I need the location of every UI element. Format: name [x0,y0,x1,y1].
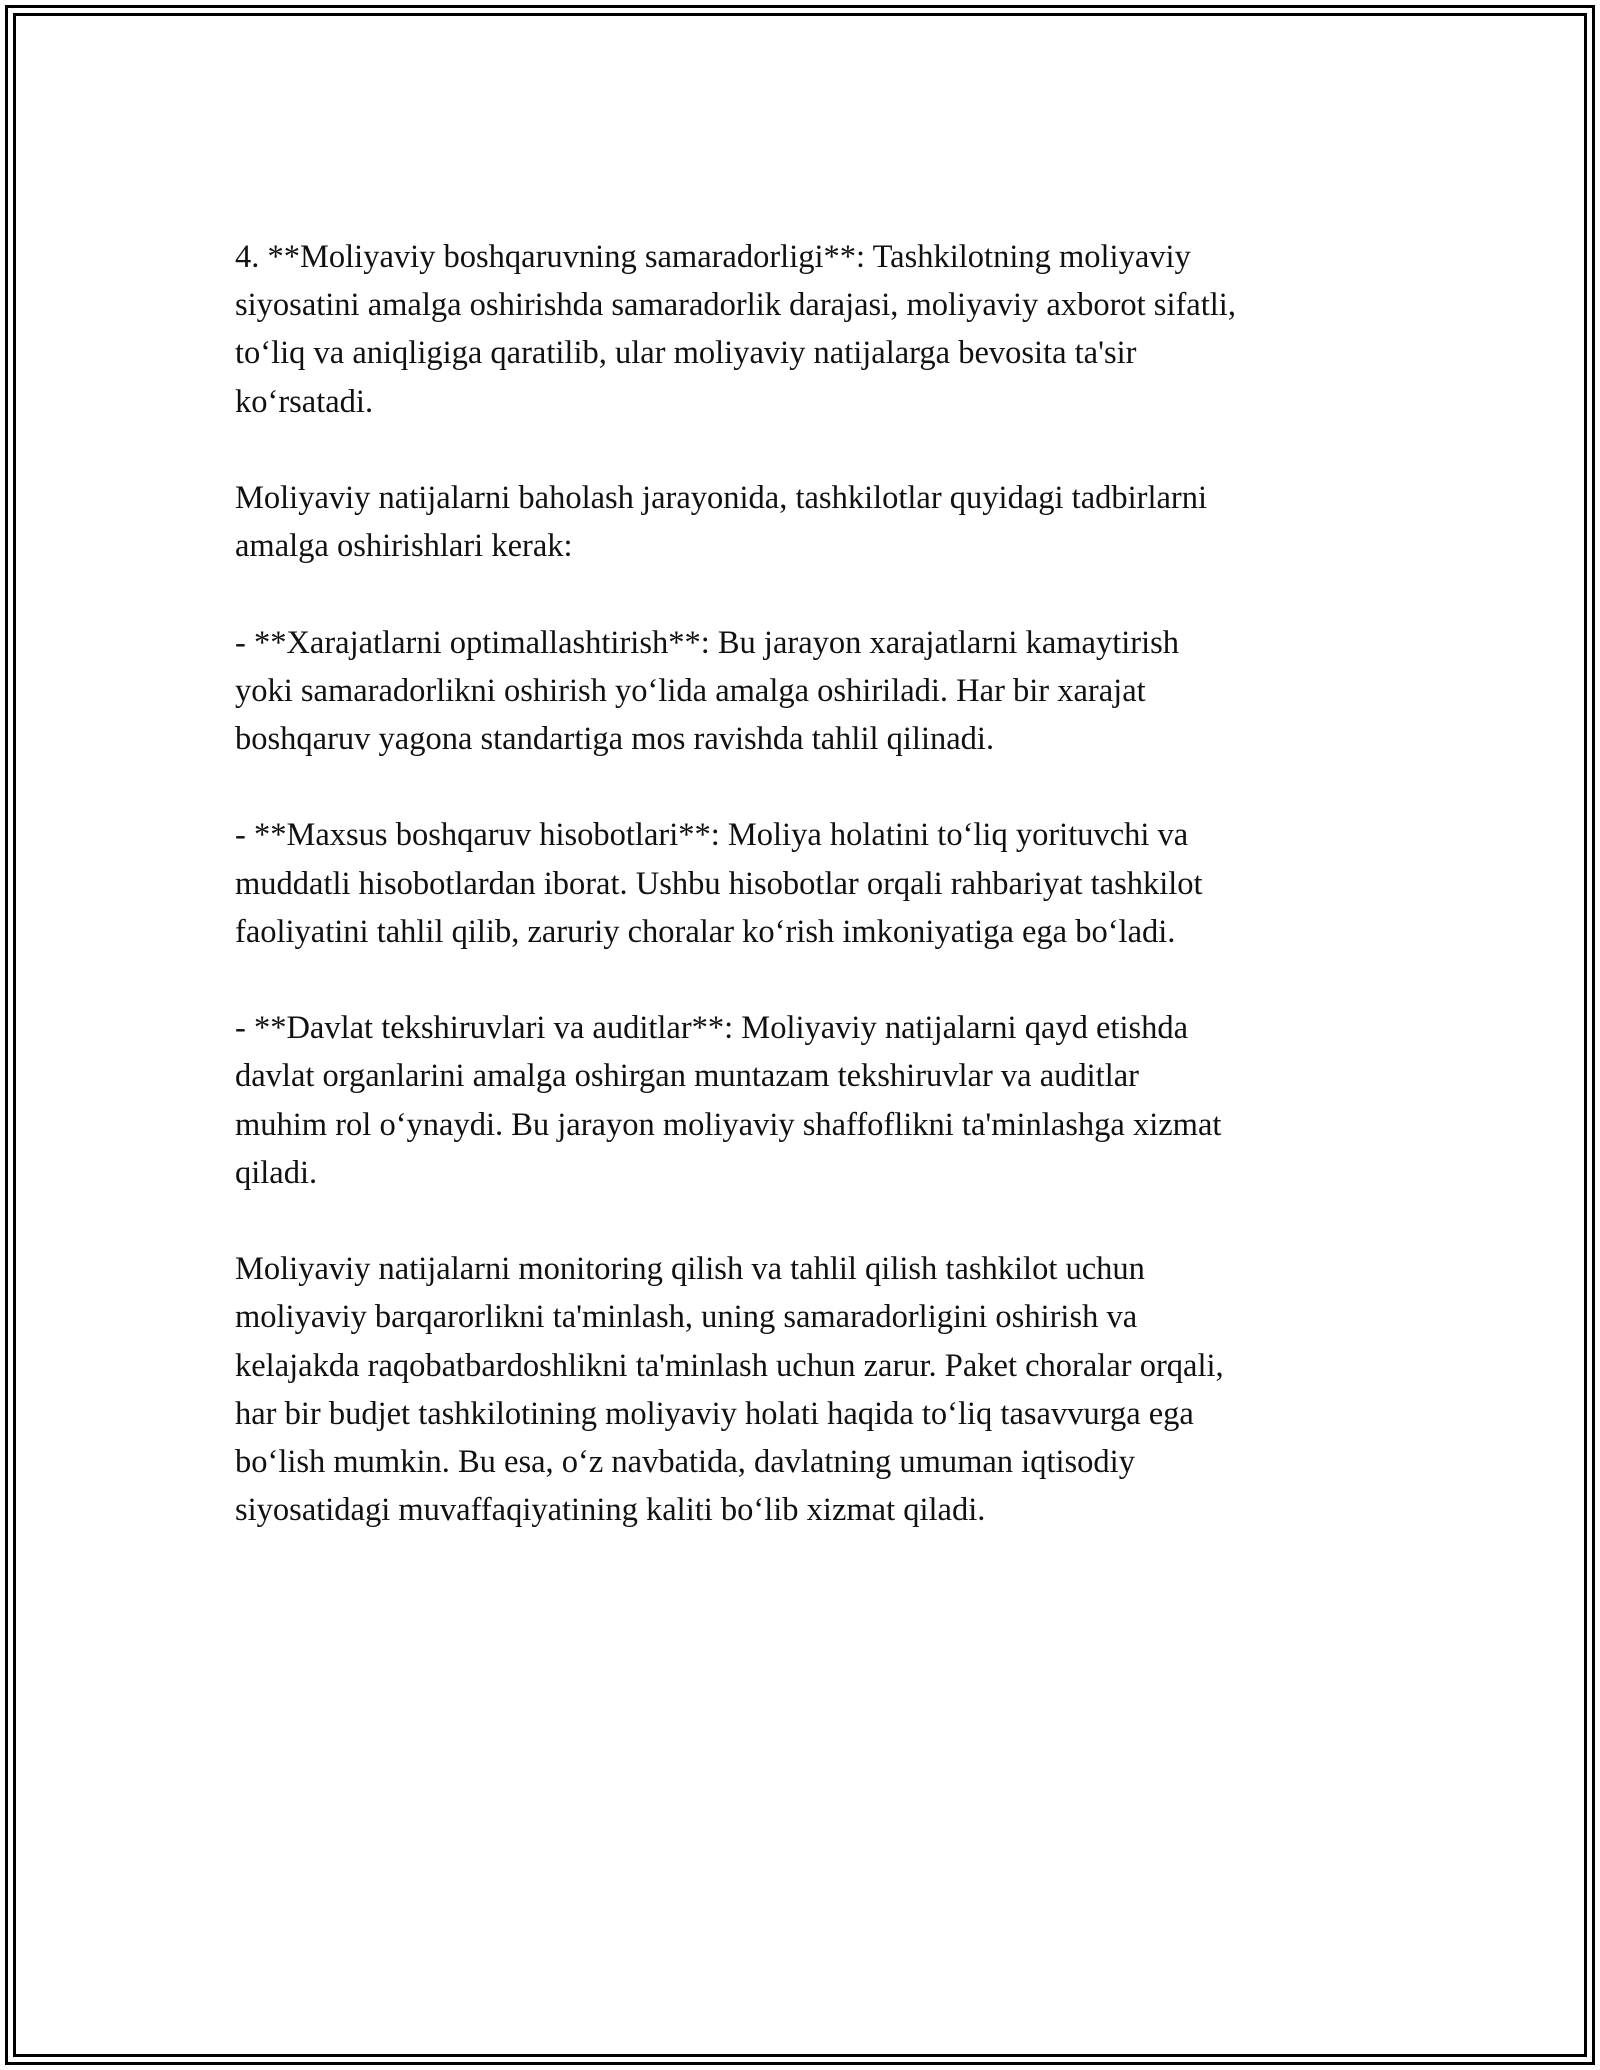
paragraph-cost-optimization: - **Xarajatlarni optimallashtirish**: Bu jarayon xarajatlarni kamaytirish yoki samaradorlikni oshirish yo‘lida amalga oshiriladi. Har bir xarajat boshqaruv yagona standartiga mos ravishda tahlil qilinadi. [235,624,1180,757]
paragraph-evaluation-intro: Moliyaviy natijalarni baholash jarayonida, tashkilotlar quyidagi tadbirlarni amalga oshirishlari kerak: [235,480,1208,565]
paragraph-management-reports: - **Maxsus boshqaruv hisobotlari**: Moliya holatini to‘liq yorituvchi va muddatli hisobotlardan iborat. Ushbu hisobotlar orqali rahbariyat tashkilot faoliyatini tahlil qilib, zaruriy choralar ko‘rish imkoniyatiga ega bo‘ladi. [235,817,1203,950]
paragraph-financial-management-efficiency: 4. **Moliyaviy boshqaruvning samaradorligi**: Tashkilotning moliyaviy siyosatini amalga oshirishda samaradorlik darajasi, moliyaviy axborot sifatli, to‘liq va aniqligiga qaratilib, ular moliyaviy natijalarga bevosita ta'sir ko‘rsatadi. [235,239,1236,420]
paragraph-state-audits: - **Davlat tekshiruvlari va auditlar**: Moliyaviy natijalarni qayd etishda davlat organlarini amalga oshirgan muntazam tekshiruvlar va auditlar muhim rol o‘ynaydi. Bu jarayon moliyaviy shaffoflikni ta'minlashga xizmat qiladi. [235,1010,1222,1191]
paragraph-conclusion: Moliyaviy natijalarni monitoring qilish va tahlil qilish tashkilot uchun moliyaviy barqarorlikni ta'minlash, uning samaradorligini oshirish va kelajakda raqobatbardoshlikni ta'minlash uchun zarur. Paket choralar orqali, har bir budjet tashkilotining moliyaviy holati haqida to‘liq tasavvurga ega bo‘lish mumkin. Bu esa, o‘z navbatida, davlatning umuman iqtisodiy siyosatidagi muvaffaqiyatining kaliti bo‘lib xizmat qiladi. [235,1251,1224,1529]
document-body [235,233,1370,1534]
